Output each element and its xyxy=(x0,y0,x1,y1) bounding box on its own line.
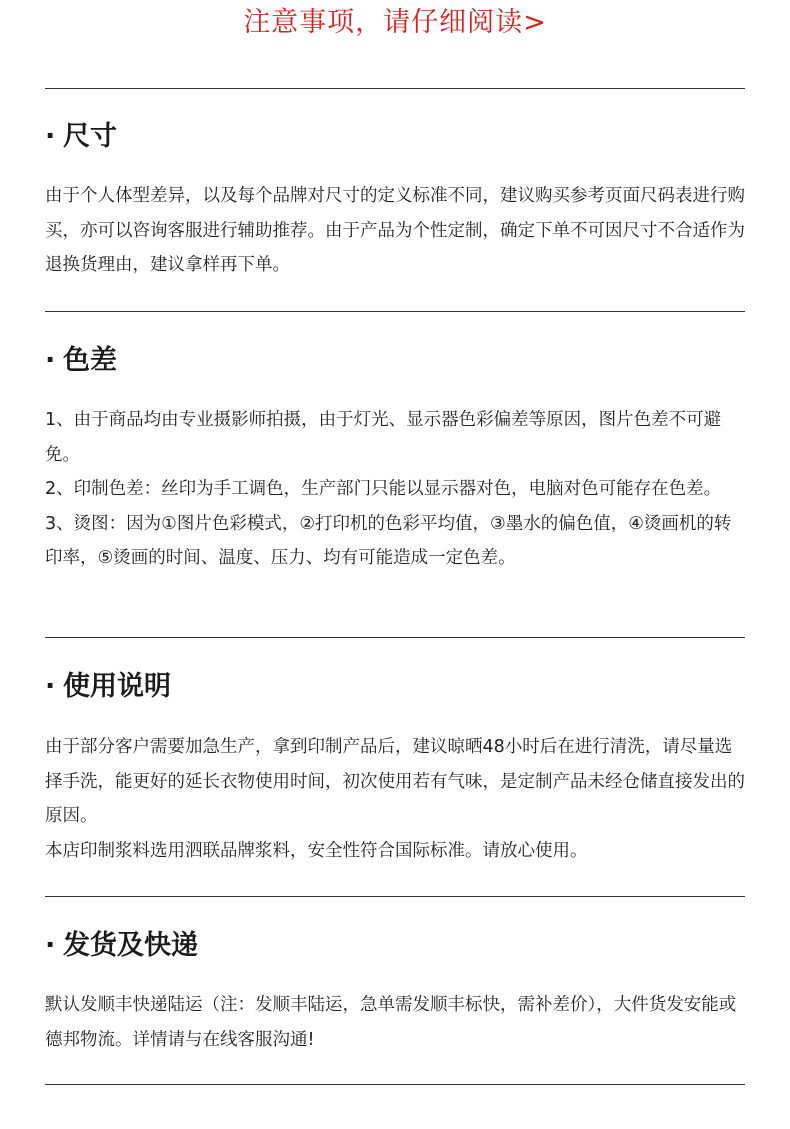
section-body-shipping xyxy=(45,988,747,1057)
paragraph: 由于个人体型差异，以及每个品牌对尺寸的定义标准不同，建议购买参考页面尺码表进行购买，亦可以咨询客服进行辅助推荐。由于产品为个性定制，确定下单不可因尺寸不合适作为退换货理由，建议拿样再下单。 xyxy=(45,186,745,276)
paragraph: 3、烫图：因为①图片色彩模式，②打印机的色彩平均值，③墨水的偏色值，④烫画机的转印率，⑤烫画的时间、温度、压力、均有可能造成一定色差。 xyxy=(45,513,732,569)
bullet-dot: · xyxy=(45,930,56,961)
section-heading-label: 色差 xyxy=(63,345,117,376)
section-body-color-difference xyxy=(45,403,747,576)
section-heading-usage xyxy=(45,669,171,705)
page-title: 注意事项，请仔细阅读> xyxy=(243,7,547,38)
divider xyxy=(45,896,745,897)
divider xyxy=(45,88,745,89)
paragraph: 1、由于商品均由专业摄影师拍摄，由于灯光、显示器色彩偏差等原因，图片色差不可避免。 xyxy=(45,410,722,465)
section-heading-shipping xyxy=(45,928,198,964)
divider xyxy=(45,637,745,638)
paragraph: 由于部分客户需要加急生产，拿到印制产品后，建议晾晒48小时后在进行清洗，请尽量选择手洗，能更好的延长衣物使用时间，初次使用若有气味，是定制产品未经仓储直接发出的原因。 xyxy=(45,737,745,827)
paragraph: 本店印制浆料选用泗联品牌浆料，安全性符合国际标准。请放心使用。 xyxy=(45,840,588,861)
bullet-dot: · xyxy=(45,345,56,376)
paragraph: 2、印制色差：丝印为手工调色，生产部门只能以显示器对色，电脑对色可能存在色差。 xyxy=(45,479,722,500)
paragraph: 默认发顺丰快递陆运（注：发顺丰陆运，急单需发顺丰标快，需补差价），大件货发安能或德邦物流。详情请与在线客服沟通! xyxy=(45,995,737,1050)
section-body-size xyxy=(45,179,747,283)
bullet-dot: · xyxy=(45,121,56,152)
section-heading-size xyxy=(45,119,117,155)
section-body-usage xyxy=(45,730,747,868)
divider xyxy=(45,1084,745,1085)
bullet-dot: · xyxy=(45,671,56,702)
section-heading-label: 使用说明 xyxy=(63,671,171,702)
section-heading-label: 尺寸 xyxy=(63,121,117,152)
section-heading-color-difference xyxy=(45,343,117,379)
section-heading-label: 发货及快递 xyxy=(63,930,198,961)
divider xyxy=(45,311,745,312)
